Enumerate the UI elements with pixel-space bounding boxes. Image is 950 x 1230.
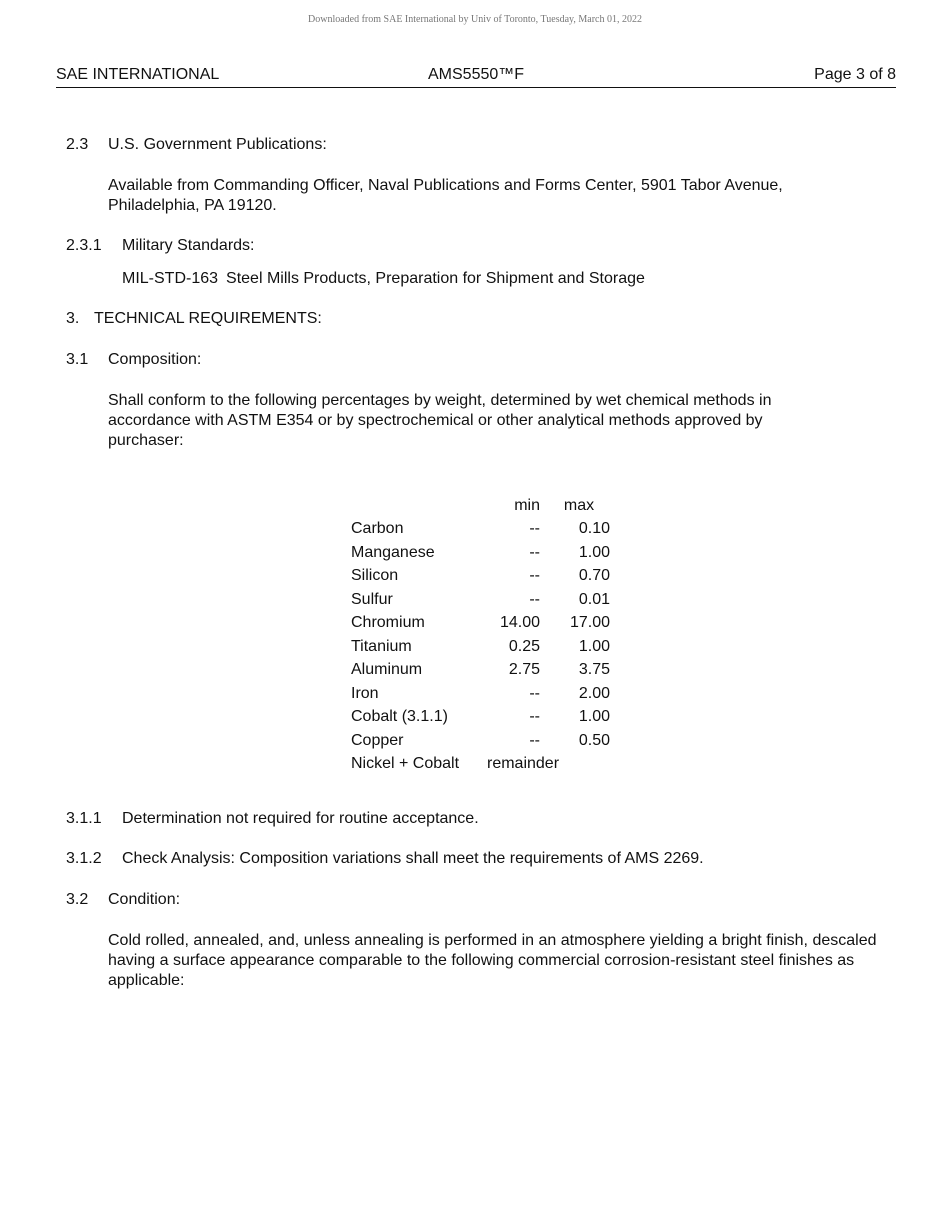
section-title: TECHNICAL REQUIREMENTS: (94, 310, 322, 327)
min-value: -- (529, 684, 540, 702)
element-name: Copper (351, 731, 404, 749)
table-row (342, 659, 610, 683)
min-value: 2.75 (508, 661, 540, 679)
section-3-1-body: Shall conform to the following percentages by weight, determined by wet chemical methods in accordance with ASTM E354 or by spectrochemical or other analytical methods approved by purchaser: (108, 392, 772, 449)
element-name: Cobalt (3.1.1) (351, 708, 448, 726)
section-number: 3.1.1 (66, 810, 102, 827)
table-row (342, 541, 610, 565)
section-3-1-2 (66, 850, 704, 868)
max-value: 3.75 (578, 661, 610, 679)
section-number: 3.1 (66, 351, 89, 368)
max-value: 0.50 (578, 731, 610, 749)
section-number: 2.3.1 (66, 237, 102, 254)
element-name: Titanium (351, 637, 412, 655)
section-number: 2.3 (66, 136, 89, 153)
section-title: Military Standards: (122, 237, 255, 254)
section-2-3-body: Available from Commanding Officer, Naval Publications and Forms Center, 5901 Tabor Avenue, Philadelphia, PA 19120. (108, 177, 783, 214)
max-value: 1.00 (578, 708, 610, 726)
element-name: Nickel + Cobalt (351, 755, 460, 773)
composition-table (342, 494, 610, 776)
remainder-value: remainder (487, 755, 560, 773)
section-number: 3.2 (66, 891, 89, 908)
min-value: -- (529, 543, 540, 561)
max-value: 0.70 (578, 567, 610, 585)
element-name: Carbon (351, 520, 404, 538)
max-value: 0.10 (578, 520, 610, 538)
section-3-1-heading (66, 351, 201, 369)
element-name: Chromium (351, 614, 425, 632)
composition-header-row (342, 494, 610, 518)
table-row (342, 706, 610, 730)
min-value: 14.00 (499, 614, 540, 632)
max-value: 1.00 (578, 637, 610, 655)
section-2-3-1-heading (66, 237, 255, 255)
element-name: Aluminum (351, 661, 423, 679)
standard-code: MIL-STD-163 (122, 270, 219, 287)
section-number: 3. (66, 310, 80, 327)
section-3-heading (66, 310, 322, 328)
table-row (342, 682, 610, 706)
table-row (342, 753, 610, 777)
min-value: -- (529, 708, 540, 726)
section-title: U.S. Government Publications: (108, 136, 327, 153)
element-name: Silicon (351, 567, 399, 585)
table-row (342, 518, 610, 542)
header-page-number: Page 3 of 8 (814, 66, 896, 83)
table-row (342, 729, 610, 753)
max-column-header: max (563, 496, 595, 514)
page-header (56, 66, 896, 88)
max-value: 0.01 (578, 590, 610, 608)
min-value: -- (529, 731, 540, 749)
standard-title: Steel Mills Products, Preparation for Shipment and Storage (226, 270, 645, 287)
section-title: Composition: (108, 351, 202, 368)
section-3-1-1 (66, 810, 479, 828)
table-row (342, 565, 610, 589)
element-name: Manganese (351, 543, 435, 561)
max-value: 17.00 (569, 614, 610, 632)
element-name: Iron (351, 684, 379, 702)
header-organization: SAE INTERNATIONAL (56, 66, 220, 83)
max-value: 1.00 (578, 543, 610, 561)
section-3-2-heading (66, 891, 180, 909)
max-value: 2.00 (578, 684, 610, 702)
min-value: -- (529, 520, 540, 538)
header-document-id: AMS5550™F (428, 66, 525, 83)
min-value: 0.25 (508, 637, 540, 655)
element-name: Sulfur (351, 590, 393, 608)
table-row (342, 612, 610, 636)
section-text: Determination not required for routine acceptance. (122, 810, 479, 827)
min-value: -- (529, 567, 540, 585)
section-2-3-heading (66, 136, 327, 154)
table-row (342, 635, 610, 659)
section-3-2-body: Cold rolled, annealed, and, unless annealing is performed in an atmosphere yielding a bright finish, descaled having a surface appearance comparable to the following commercial corrosion-resistant steel finishes as applicable: (108, 932, 877, 989)
section-title: Condition: (108, 891, 181, 908)
section-text: Check Analysis: Composition variations shall meet the requirements of AMS 2269. (122, 850, 704, 867)
section-number: 3.1.2 (66, 850, 102, 867)
min-value: -- (529, 590, 540, 608)
military-standard-reference (122, 270, 645, 288)
table-row (342, 588, 610, 612)
min-column-header: min (514, 496, 540, 514)
download-note: Downloaded from SAE International by Univ of Toronto, Tuesday, March 01, 2022 (308, 14, 642, 25)
